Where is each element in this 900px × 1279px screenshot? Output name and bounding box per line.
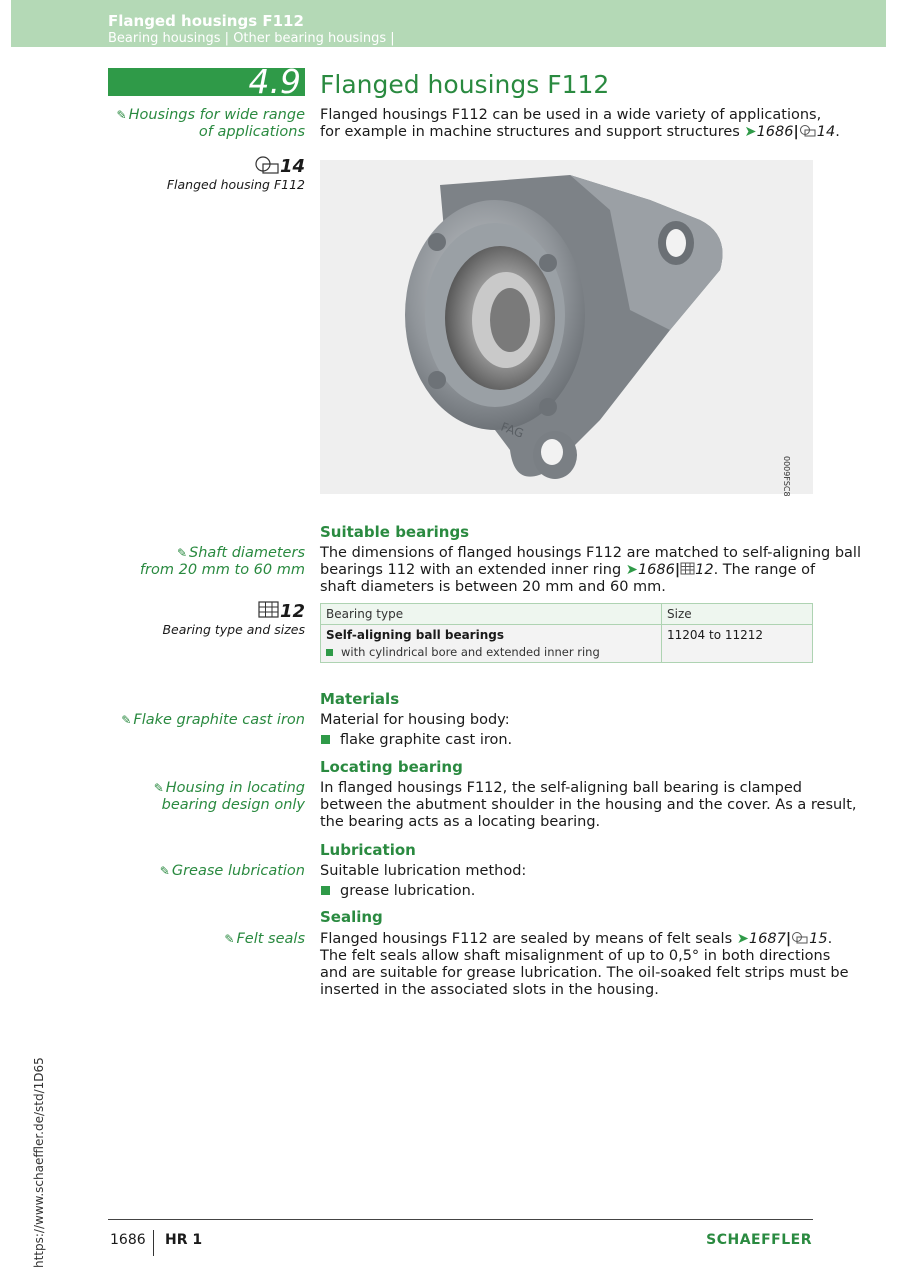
heading-lubrication: Lubrication: [320, 841, 416, 859]
table-header-row: [321, 604, 813, 625]
arrow-icon: ➤: [744, 124, 757, 140]
materials-paragraph: Material for housing body: flake graphite cast iron.: [320, 712, 513, 748]
figure-icon: [791, 931, 809, 944]
bullet-icon: [326, 649, 333, 656]
arrow-icon: ➤: [625, 562, 638, 578]
image-code: 0009FSC8: [782, 456, 791, 497]
pencil-icon: ✎: [153, 781, 164, 795]
heading-materials: Materials: [320, 690, 400, 708]
footer-doc-code: HR 1: [165, 1232, 203, 1248]
pencil-icon: ✎: [121, 713, 132, 727]
product-image: [320, 160, 813, 494]
bullet-icon: [321, 886, 330, 895]
footer-rule: [108, 1219, 813, 1220]
figure-link[interactable]: 15: [809, 931, 828, 947]
table-icon: [680, 562, 695, 575]
side-url[interactable]: https://www.schaeffler.de/std/1D65: [32, 1057, 46, 1268]
figure-icon: [254, 155, 280, 175]
arrow-icon: ➤: [736, 931, 749, 947]
bullet-icon: [321, 735, 330, 744]
margin-note-cast-iron: ✎ Flake graphite cast iron: [121, 712, 305, 728]
table-link[interactable]: 12: [695, 562, 714, 578]
pencil-icon: ✎: [224, 932, 235, 946]
heading-locating-bearing: Locating bearing: [320, 758, 463, 776]
pencil-icon: ✎: [176, 546, 188, 560]
table-cell-type: Self-aligning ball bearings with cylindrical bore and extended inner ring: [321, 625, 662, 663]
page-link[interactable]: 1686: [756, 124, 794, 140]
bearing-table: [320, 603, 813, 663]
lubrication-paragraph: Suitable lubrication method: grease lubrication.: [320, 863, 527, 899]
locating-paragraph: In flanged housings F112, the self-aligning ball bearing is clamped between the abutment shoulder in the housing and the cover. As a result, the bearing acts as a locating bearing.: [320, 780, 857, 830]
flanged-housing-illustration: [320, 160, 813, 494]
table-reference: 12 Bearing type and sizes: [162, 601, 305, 637]
page-title: Flanged housings F112: [320, 70, 610, 99]
margin-note-grease: ✎ Grease lubrication: [159, 863, 305, 879]
margin-note-wide-range: ✎ Housings for wide range of applications: [116, 107, 305, 140]
page-link[interactable]: 1686: [637, 562, 675, 578]
header-title: Flanged housings F112: [108, 12, 304, 30]
suitable-paragraph: The dimensions of flanged housings F112 are matched to self-aligning ball bearings 112 with an extended inner ring ➤1686| 12. The range of shaft diameters is between 20 mm and 60 mm.: [320, 545, 861, 595]
margin-note-shaft: ✎ Shaft diameters from 20 mm to 60 mm: [139, 545, 305, 578]
breadcrumb[interactable]: Bearing housings | Other bearing housings |: [108, 31, 395, 46]
figure-link[interactable]: 14: [816, 124, 836, 140]
pencil-icon: ✎: [116, 108, 127, 122]
svg-text:FAG: FAG: [498, 419, 526, 441]
footer-page-number: 1686: [110, 1232, 146, 1248]
footer-separator: [153, 1230, 154, 1256]
table-icon: [258, 601, 280, 619]
footer-brand-logo: SCHAEFFLER: [706, 1232, 812, 1248]
table-cell-size: 11204 to 11212: [662, 625, 813, 663]
heading-sealing: Sealing: [320, 908, 383, 926]
heading-suitable-bearings: Suitable bearings: [320, 523, 470, 541]
page-link[interactable]: 1687: [748, 931, 786, 947]
section-number-band: [108, 62, 305, 101]
table-header-size: Size: [662, 604, 813, 625]
pencil-icon: ✎: [159, 864, 170, 878]
margin-note-felt: ✎ Felt seals: [224, 931, 305, 947]
table-header-type: Bearing type: [321, 604, 662, 625]
margin-note-locating: ✎ Housing in locating bearing design only: [153, 780, 305, 813]
sealing-paragraph: Flanged housings F112 are sealed by means of felt seals ➤1687| 15. The felt seals allow shaft misalignment of up to 0,5° in both directions and are suitable for grease lubrication. The oil-soaked felt strips must be inserted in the associated slots in the housing.: [320, 931, 849, 998]
intro-paragraph: Flanged housings F112 can be used in a wide variety of applications, for example in machine structures and support structures ➤1686| 14.: [320, 107, 840, 140]
section-number: 4.9: [248, 62, 301, 101]
table-row: [321, 625, 813, 663]
figure-icon: [799, 124, 817, 137]
figure-reference: 14 Flanged housing F112: [166, 156, 305, 192]
